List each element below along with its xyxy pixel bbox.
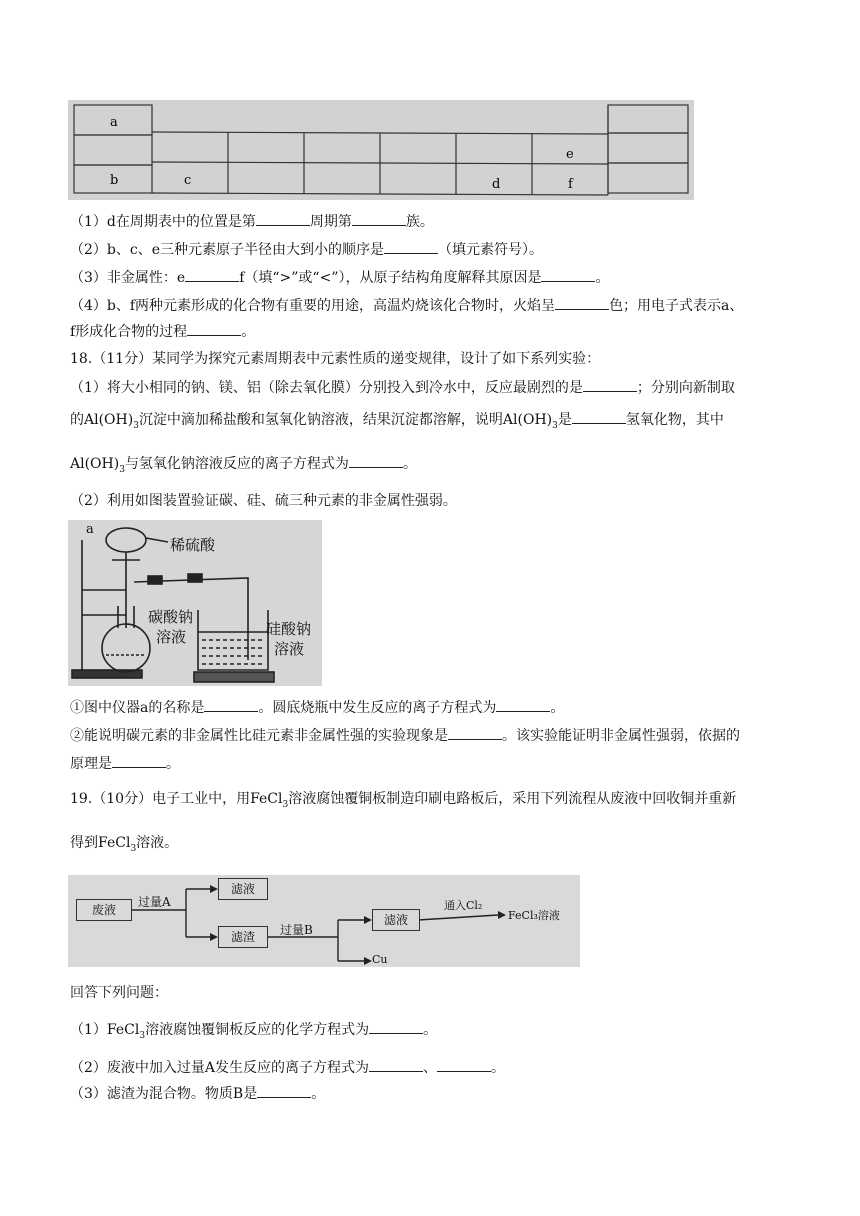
q19-p1-text-c: 。 xyxy=(423,1022,438,1038)
q19-p1-text-b: 溶液腐蚀覆铜板反应的化学方程式为 xyxy=(145,1022,370,1038)
subscript-3: 3 xyxy=(119,464,125,475)
element-f: f xyxy=(568,177,573,192)
periodic-table-figure xyxy=(68,100,694,200)
answer-blank[interactable] xyxy=(349,454,403,468)
q18-p2-text: （2）利用如图装置验证碳、硅、硫三种元素的非金属性强弱。 xyxy=(70,493,457,509)
q17-p4-text: （4）b、f两种元素形成的化合物有重要的用途，高温灼烧该化合物时，火焰呈 xyxy=(70,298,556,314)
q17-part4-cont xyxy=(70,322,255,341)
filtrate-box-2: 滤液 xyxy=(372,909,420,931)
chlorine-label: 通入Cl₂ xyxy=(444,899,483,912)
answer-blank[interactable] xyxy=(583,378,637,392)
q17-p2-text: （2）b、c、e三种元素原子半径由大到小的顺序是 xyxy=(70,242,384,258)
element-a: a xyxy=(110,115,118,130)
q19-head-text-d: 溶液。 xyxy=(136,835,179,851)
q17-part1 xyxy=(70,212,434,231)
answer-blank[interactable] xyxy=(541,268,595,282)
q18-p1-text: （1）将大小相同的钠、镁、铝（除去氧化膜）分别投入到冷水中，反应最剧烈的是 xyxy=(70,380,583,396)
answer-blank[interactable] xyxy=(185,268,239,282)
q18-c2-text: ②能说明碳元素的非金属性比硅元素非金属性强的实验现象是 xyxy=(70,728,448,744)
q17-p1-text: （1）d在周期表中的位置是第 xyxy=(70,214,256,230)
flowchart-arrows xyxy=(68,875,580,967)
q17-part3 xyxy=(70,268,609,287)
answer-blank[interactable] xyxy=(112,754,166,768)
periodic-table-grid xyxy=(68,100,694,200)
q18-p1-text-b: ；分别向新制取 xyxy=(636,380,735,396)
copper-label: Cu xyxy=(372,953,388,966)
answer-blank[interactable] xyxy=(369,1058,423,1072)
answer-blank[interactable] xyxy=(187,322,241,336)
q18-p1-text-h: 与氢氧化钠溶液反应的离子方程式为 xyxy=(124,456,349,472)
answer-blank[interactable] xyxy=(352,212,406,226)
q18-part2 xyxy=(70,492,457,510)
excess-b-label: 过量B xyxy=(280,923,313,937)
q17-p4-text-d: 。 xyxy=(241,324,256,340)
sodium-carbonate-label-2: 溶液 xyxy=(156,628,187,646)
q18-heading xyxy=(70,350,600,368)
q17-p1-text-c: 族。 xyxy=(405,214,434,230)
q18-part1-cont xyxy=(70,410,724,435)
sodium-silicate-label-1: 硅酸钠 xyxy=(266,620,312,638)
sodium-carbonate-label-1: 碳酸钠 xyxy=(148,608,194,626)
q17-p3-text-c: 。 xyxy=(595,270,610,286)
process-flowchart xyxy=(68,875,580,967)
q17-p3-text-b: f（填“>”或“<”），从原子结构角度解释其原因是 xyxy=(239,270,542,286)
element-b: b xyxy=(110,173,119,188)
answer-blank[interactable] xyxy=(437,1058,491,1072)
q17-p4-text-c: f形成化合物的过程 xyxy=(70,324,188,340)
q18-sub2 xyxy=(70,726,740,745)
q17-p1-text-b: 周期第 xyxy=(309,214,352,230)
answer-blank[interactable] xyxy=(572,410,626,424)
subscript-3: 3 xyxy=(139,1030,146,1041)
apparatus-figure xyxy=(68,520,322,686)
q18-part1 xyxy=(70,378,735,397)
subscript-3: 3 xyxy=(552,420,558,431)
q19-heading-cont xyxy=(70,834,178,858)
answer-blank[interactable] xyxy=(448,726,502,740)
q18-c2-text-b: 。该实验能证明非金属性强弱，依据的 xyxy=(502,728,740,744)
answer-blank[interactable] xyxy=(256,212,310,226)
q18-sub2-cont xyxy=(70,754,180,773)
q19-head-text-b: 溶液腐蚀覆铜板制造印刷电路板后，采用下列流程从废液中回收铜并重新 xyxy=(288,791,737,807)
q18-sub1 xyxy=(70,698,564,717)
q19-head-text: 19.（10分）电子工业中，用FeCl xyxy=(70,791,283,807)
dilute-sulfuric-acid-label: 稀硫酸 xyxy=(170,536,216,554)
q18-p1-text-i: 。 xyxy=(402,456,417,472)
instrument-a-label: a xyxy=(86,522,94,537)
q19-p2-text: （2）废液中加入过量A发生反应的离子方程式为 xyxy=(70,1060,370,1076)
element-c: c xyxy=(184,173,192,188)
q18-p1-text-d: 沉淀中滴加稀盐酸和氢氧化钠溶液，结果沉淀都溶解，说明Al(OH) xyxy=(138,412,553,428)
q18-c2-text-d: 。 xyxy=(166,756,180,772)
q18-c1-text-b: 。圆底烧瓶中发生反应的离子方程式为 xyxy=(258,700,497,716)
q17-p3-text: （3）非金属性：e xyxy=(70,270,186,286)
q18-c1-text-c: 。 xyxy=(550,700,565,716)
answer-prompt-text: 回答下列问题： xyxy=(70,985,168,1001)
q19-answer-prompt xyxy=(70,984,168,1002)
q18-c1-text: ①图中仪器a的名称是 xyxy=(70,700,205,716)
q19-p1-text: （1）FeCl xyxy=(70,1022,140,1038)
q18-p1-text-g: Al(OH) xyxy=(70,456,120,472)
q17-p4-text-b: 色；用电子式表示a、 xyxy=(609,298,744,314)
q18-head-text: 18.（11分）某同学为探究元素周期表中元素性质的递变规律，设计了如下系列实验： xyxy=(70,351,601,367)
answer-blank[interactable] xyxy=(384,240,438,254)
q17-part2 xyxy=(70,240,543,259)
q19-p3-text: （3）滤渣为混合物。物质B是 xyxy=(70,1086,258,1102)
answer-blank[interactable] xyxy=(204,698,258,712)
q18-p1-text-c: 的Al(OH) xyxy=(70,412,134,428)
q18-p1-text-f: 氢氧化物，其中 xyxy=(625,412,724,428)
q19-p3-text-b: 。 xyxy=(311,1086,326,1102)
q17-part4 xyxy=(70,296,743,315)
excess-a-label: 过量A xyxy=(138,895,171,909)
waste-liquid-box: 废液 xyxy=(76,899,132,921)
answer-blank[interactable] xyxy=(555,296,609,310)
q18-c2-text-c: 原理是 xyxy=(70,756,112,772)
q18-part1-cont2 xyxy=(70,454,417,479)
answer-blank[interactable] xyxy=(496,698,550,712)
q18-p1-text-e: 是 xyxy=(557,412,572,428)
subscript-3: 3 xyxy=(133,420,139,431)
q19-part3 xyxy=(70,1084,325,1103)
q19-p2-text-b: 、 xyxy=(423,1060,438,1076)
element-e: e xyxy=(566,147,574,162)
sodium-silicate-label-2: 溶液 xyxy=(274,640,305,658)
q19-head-text-c: 得到FeCl xyxy=(70,835,131,851)
q19-heading xyxy=(70,790,736,814)
ferric-chloride-product-label: FeCl₃溶液 xyxy=(508,909,560,922)
subscript-3: 3 xyxy=(130,843,137,854)
filtrate-box-1: 滤液 xyxy=(218,878,268,900)
q19-part2 xyxy=(70,1058,505,1077)
answer-blank[interactable] xyxy=(257,1084,311,1098)
residue-box: 滤渣 xyxy=(218,926,268,948)
q17-p2-text-b: （填元素符号）。 xyxy=(438,242,543,258)
q19-part1 xyxy=(70,1020,437,1045)
q19-p2-text-c: 。 xyxy=(491,1060,506,1076)
subscript-3: 3 xyxy=(282,799,289,810)
element-d: d xyxy=(492,177,501,192)
answer-blank[interactable] xyxy=(369,1020,423,1034)
